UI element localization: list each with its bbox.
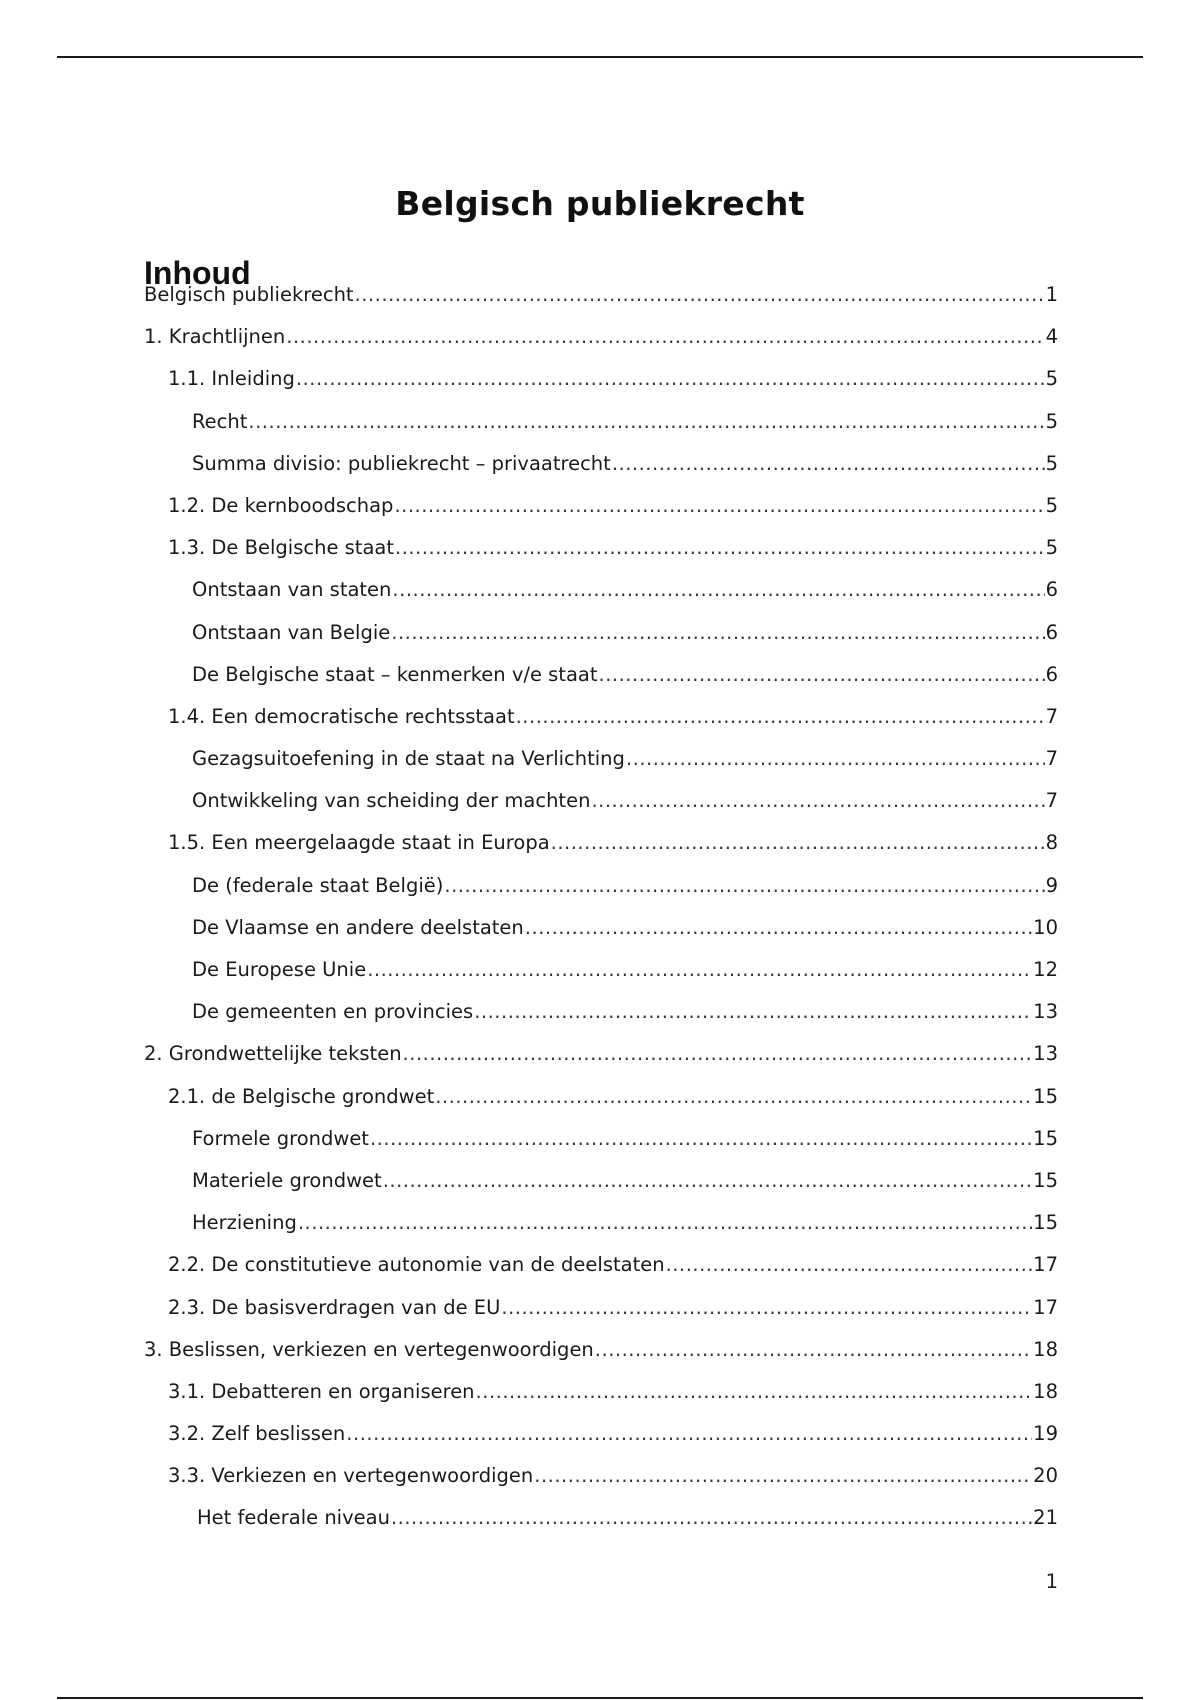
toc-entry[interactable] xyxy=(144,1329,1058,1371)
toc-dot-leader xyxy=(666,1244,1033,1286)
toc-dot-leader xyxy=(248,401,1044,443)
toc-entry[interactable] xyxy=(144,991,1058,1033)
toc-dot-leader xyxy=(286,316,1044,358)
toc-entry-page: 9 xyxy=(1045,873,1058,897)
toc-entry-label: Formele grondwet xyxy=(192,1126,369,1150)
toc-entry-label: 3.2. Zelf beslissen xyxy=(168,1422,346,1446)
toc-entry-page: 15 xyxy=(1033,1211,1058,1235)
toc-heading: Inhoud xyxy=(144,254,251,291)
toc-entry[interactable] xyxy=(144,865,1058,907)
table-of-contents xyxy=(144,274,1058,1540)
toc-entry[interactable] xyxy=(144,316,1058,358)
toc-entry-page: 5 xyxy=(1045,536,1058,560)
header-rule xyxy=(57,56,1143,58)
toc-dot-leader xyxy=(534,1455,1032,1497)
toc-entry-page: 5 xyxy=(1045,451,1058,475)
toc-entry[interactable] xyxy=(144,1202,1058,1244)
toc-entry-page: 18 xyxy=(1033,1337,1058,1361)
toc-entry[interactable] xyxy=(144,738,1058,780)
toc-dot-leader xyxy=(444,865,1044,907)
toc-entry-label: 1.1. Inleiding xyxy=(168,367,295,391)
toc-entry-label: De (federale staat België) xyxy=(192,873,444,897)
toc-entry-label: Ontwikkeling van scheiding der machten xyxy=(192,789,591,813)
toc-entry[interactable] xyxy=(144,696,1058,738)
toc-dot-leader xyxy=(298,1202,1032,1244)
toc-entry[interactable] xyxy=(144,1287,1058,1329)
toc-entry-page: 19 xyxy=(1033,1422,1058,1446)
toc-dot-leader xyxy=(355,274,1045,316)
footer-rule xyxy=(57,1697,1143,1699)
toc-entry-label: 2.2. De constitutieve autonomie van de deelstaten xyxy=(168,1253,665,1277)
toc-entry-page: 15 xyxy=(1033,1168,1058,1192)
toc-entry-label: Ontstaan van staten xyxy=(192,578,392,602)
toc-entry-label: 1. Krachtlijnen xyxy=(144,325,286,349)
toc-entry-label: 1.5. Een meergelaagde staat in Europa xyxy=(168,831,550,855)
toc-entry-label: Belgisch publiekrecht xyxy=(144,283,354,306)
toc-dot-leader xyxy=(474,991,1032,1033)
toc-entry-page: 13 xyxy=(1033,1042,1058,1066)
toc-entry-label: 3. Beslissen, verkiezen en vertegenwoordigen xyxy=(144,1337,594,1361)
toc-entry[interactable] xyxy=(144,1413,1058,1455)
toc-entry[interactable] xyxy=(144,822,1058,864)
toc-entry-label: 2.1. de Belgische grondwet xyxy=(168,1084,435,1108)
toc-entry[interactable] xyxy=(144,527,1058,569)
toc-entry-page: 17 xyxy=(1033,1253,1058,1277)
toc-entry-page: 15 xyxy=(1033,1126,1058,1150)
toc-entry[interactable] xyxy=(144,274,1058,316)
page-number: 1 xyxy=(1045,1570,1058,1593)
toc-entry-page: 13 xyxy=(1033,1000,1058,1024)
toc-entry[interactable] xyxy=(144,1371,1058,1413)
toc-dot-leader xyxy=(296,358,1045,400)
toc-dot-leader xyxy=(476,1371,1033,1413)
toc-dot-leader xyxy=(599,654,1045,696)
toc-entry[interactable] xyxy=(144,1076,1058,1118)
toc-entry-label: 2. Grondwettelijke teksten xyxy=(144,1042,402,1066)
toc-entry-label: 3.1. Debatteren en organiseren xyxy=(168,1379,475,1403)
toc-entry[interactable] xyxy=(144,443,1058,485)
toc-dot-leader xyxy=(370,1118,1032,1160)
toc-dot-leader xyxy=(392,569,1044,611)
toc-entry-page: 5 xyxy=(1045,367,1058,391)
toc-dot-leader xyxy=(391,1497,1032,1539)
toc-entry[interactable] xyxy=(144,569,1058,611)
toc-entry-page: 7 xyxy=(1045,789,1058,813)
toc-entry-label: Herziening xyxy=(192,1211,297,1235)
toc-dot-leader xyxy=(395,527,1045,569)
toc-dot-leader xyxy=(391,612,1044,654)
toc-entry-page: 1 xyxy=(1045,283,1058,306)
toc-entry-page: 5 xyxy=(1045,409,1058,433)
toc-entry-page: 10 xyxy=(1033,915,1058,939)
toc-entry[interactable] xyxy=(144,780,1058,822)
toc-entry-page: 4 xyxy=(1045,325,1058,349)
toc-entry[interactable] xyxy=(144,401,1058,443)
toc-entry-page: 8 xyxy=(1045,831,1058,855)
toc-entry[interactable] xyxy=(144,358,1058,400)
toc-entry[interactable] xyxy=(144,612,1058,654)
toc-entry[interactable] xyxy=(144,1160,1058,1202)
toc-dot-leader xyxy=(383,1160,1032,1202)
toc-entry[interactable] xyxy=(144,1118,1058,1160)
toc-dot-leader xyxy=(346,1413,1032,1455)
toc-dot-leader xyxy=(435,1076,1032,1118)
toc-entry-label: Summa divisio: publiekrecht – privaatrecht xyxy=(192,451,611,475)
toc-entry-label: Gezagsuitoefening in de staat na Verlichting xyxy=(192,747,625,771)
toc-entry-label: De Belgische staat – kenmerken v/e staat xyxy=(192,662,598,686)
toc-entry-label: De gemeenten en provincies xyxy=(192,1000,474,1024)
toc-entry-page: 21 xyxy=(1033,1506,1058,1530)
toc-entry-label: Recht xyxy=(192,409,248,433)
toc-dot-leader xyxy=(551,822,1045,864)
toc-dot-leader xyxy=(525,907,1032,949)
toc-entry-page: 6 xyxy=(1045,620,1058,644)
toc-entry[interactable] xyxy=(144,485,1058,527)
toc-dot-leader xyxy=(591,780,1044,822)
toc-entry[interactable] xyxy=(144,654,1058,696)
toc-entry-page: 15 xyxy=(1033,1084,1058,1108)
toc-entry[interactable] xyxy=(144,1244,1058,1286)
toc-entry-page: 18 xyxy=(1033,1379,1058,1403)
toc-entry-page: 6 xyxy=(1045,578,1058,602)
document-title: Belgisch publiekrecht xyxy=(395,184,805,224)
toc-entry-page: 12 xyxy=(1033,958,1058,981)
toc-entry[interactable] xyxy=(144,949,1058,991)
toc-entry-label: 1.3. De Belgische staat xyxy=(168,536,394,560)
toc-entry-label: Materiele grondwet xyxy=(192,1168,382,1192)
toc-entry-label: 1.2. De kernboodschap xyxy=(168,493,394,517)
toc-entry-page: 7 xyxy=(1045,747,1058,771)
toc-dot-leader xyxy=(403,1033,1033,1075)
toc-dot-leader xyxy=(612,443,1045,485)
toc-dot-leader xyxy=(367,949,1032,991)
toc-entry-label: Het federale niveau xyxy=(197,1506,390,1530)
toc-dot-leader xyxy=(516,696,1045,738)
toc-entry-page: 20 xyxy=(1033,1464,1058,1488)
toc-entry[interactable] xyxy=(144,1455,1058,1497)
toc-entry-label: 1.4. Een democratische rechtsstaat xyxy=(168,704,515,728)
toc-entry[interactable] xyxy=(144,907,1058,949)
toc-entry[interactable] xyxy=(144,1497,1058,1539)
toc-entry-page: 5 xyxy=(1045,493,1058,517)
toc-dot-leader xyxy=(626,738,1045,780)
toc-dot-leader xyxy=(394,485,1044,527)
toc-entry-page: 7 xyxy=(1045,704,1058,728)
toc-dot-leader xyxy=(595,1329,1032,1371)
toc-entry-label: De Vlaamse en andere deelstaten xyxy=(192,915,524,939)
toc-dot-leader xyxy=(501,1287,1032,1329)
toc-entry[interactable] xyxy=(144,1033,1058,1075)
toc-entry-page: 6 xyxy=(1045,662,1058,686)
toc-entry-label: Ontstaan van Belgie xyxy=(192,620,391,644)
toc-entry-label: 2.3. De basisverdragen van de EU xyxy=(168,1295,501,1319)
toc-entry-label: De Europese Unie xyxy=(192,958,367,981)
toc-entry-page: 17 xyxy=(1033,1295,1058,1319)
toc-entry-label: 3.3. Verkiezen en vertegenwoordigen xyxy=(168,1464,534,1488)
